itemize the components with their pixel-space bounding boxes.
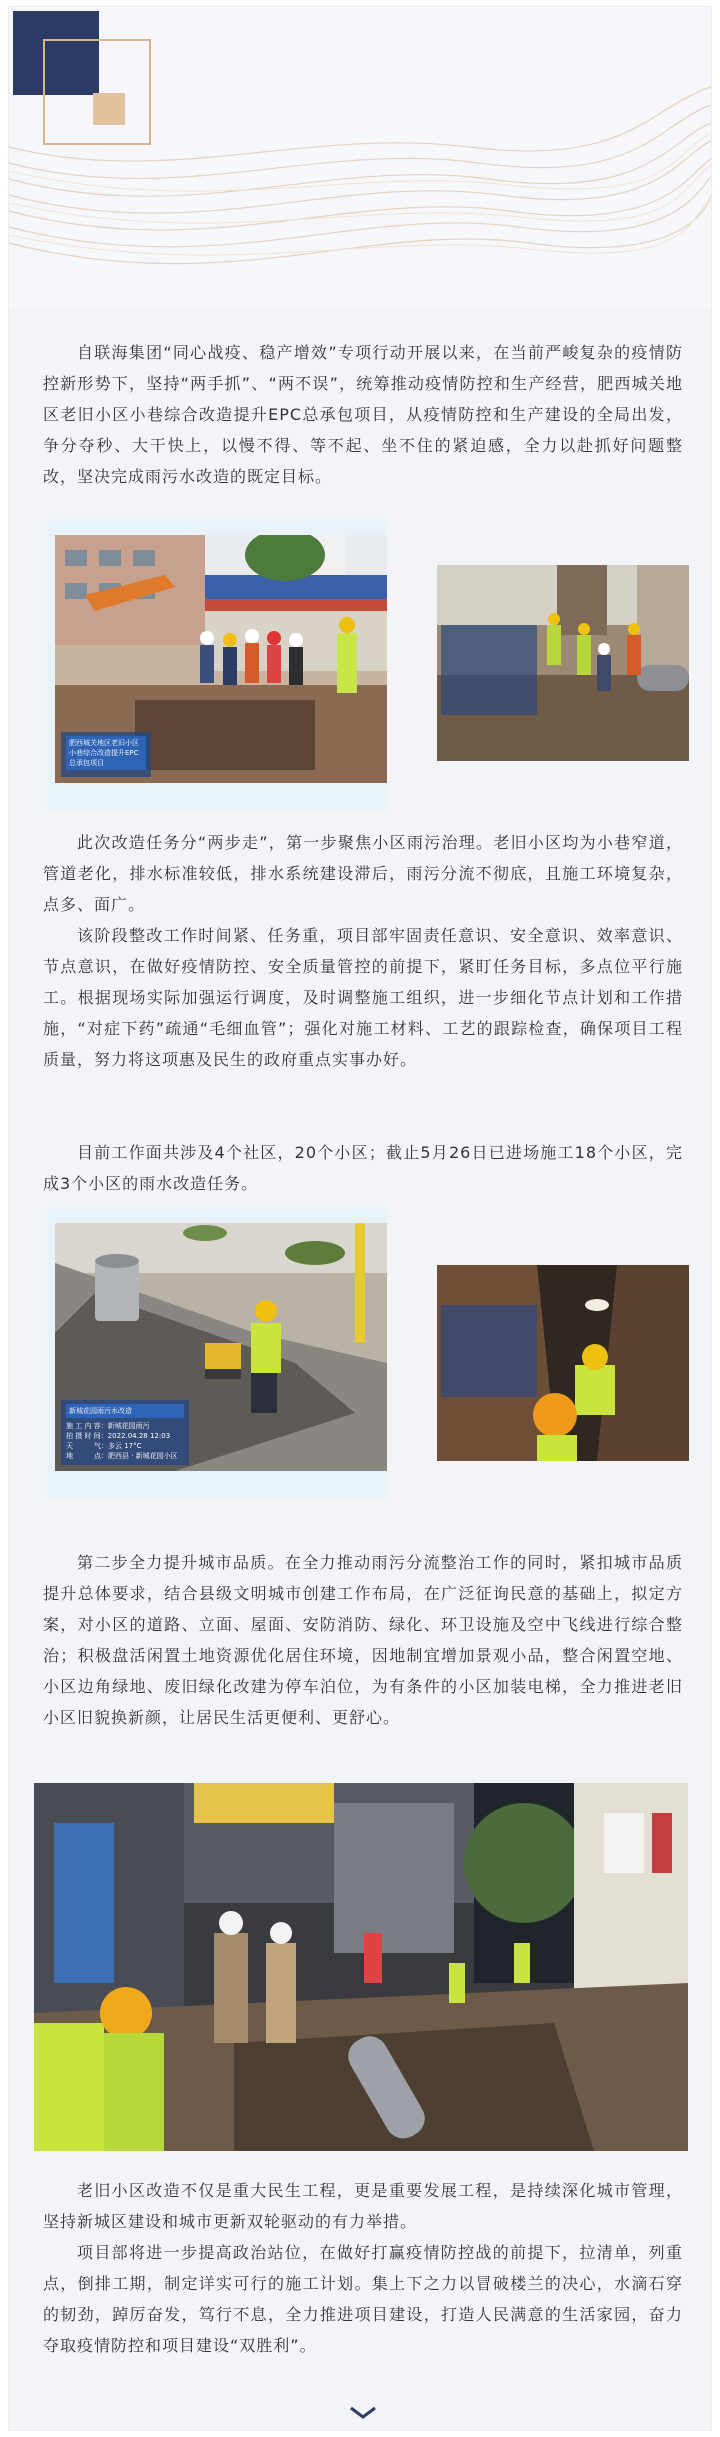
step-two-paragraph: 第二步全力提升城市品质。在全力推动雨污分流整治工作的同时，紧扣城市品质提升总体要求，结合县级文明城市创建工作布局，在广泛征询民意的基础上，拟定方案，对小区的道路、立面、屋面、安防消防、绿化、环卫设施及空中飞线进行综合整治；积极盘活闲置土地资源优化居住环境，因地制宜增加景观小品，整合闲置空地、小区边角绿地、废旧绿化改建为停车泊位，为有条件的小区加装电梯，全力推进老旧小区旧貌换新颜，让居民生活更便利、更舒心。 (43, 1553, 683, 1727)
trench-worker-photo (437, 1265, 689, 1461)
photo-block-2 (47, 1207, 387, 1499)
photo-block-1 (47, 519, 387, 811)
intro-paragraph: 自联海集团“同心战疫、稳产增效”专项行动开展以来，在当前严峻复杂的疫情防控新形势下，坚持“两手抓”、“两不误”，统筹推动疫情防控和生产经营，肥西城关地区老旧小区小巷综合改造提升EPC总承包项目，从疫情防控和生产建设的全局出发，争分夺秒、大干快上，以慢不得、等不起、坐不住的紧迫感，全力以赴抓好问题整改，坚决完成雨污水改造的既定目标。 (43, 343, 683, 486)
decorative-header (9, 7, 711, 307)
significance-paragraph: 老旧小区改造不仅是重大民生工程，更是重要发展工程，是持续深化城市管理，坚持新城区建设和城市更新双轮驱动的有力举措。 (43, 2181, 683, 2231)
workers-trench-photo (437, 565, 689, 761)
night-construction-photo (34, 1783, 688, 2151)
tan-square-decoration (93, 93, 125, 125)
construction-site-inspection-photo (55, 535, 387, 783)
photo-stamp-1-title: 肥西城关地区老旧小区小巷综合改造提升EPC总承包项目 (66, 736, 146, 770)
commitment-paragraph: 项目部将进一步提高政治站位，在做好打赢疫情防控战的前提下，拉清单，列重点，倒排工期，制定详实可行的施工计划。集上下之力以冒破楼兰的决心，水滴石穿的韧劲，踔厉奋发，笃行不息，全力推进项目建设，打造人民满意的生活家园，奋力夺取疫情防控和项目建设“双胜利”。 (43, 2243, 683, 2355)
photo-stamp-2-line-2: 拍 摄 时 间：2022.04.28 12:03 (66, 1432, 171, 1440)
photo-stamp-2 (61, 1400, 189, 1465)
chevron-down-icon (348, 2405, 378, 2421)
photo-stamp-2-line-3: 天 气：多云 17°C (66, 1442, 142, 1450)
photo-stamp-1 (61, 732, 151, 777)
photo-stamp-1b (441, 625, 537, 715)
outline-square-decoration (43, 39, 151, 145)
step-one-paragraph: 此次改造任务分“两步走”，第一步聚焦小区雨污治理。老旧小区均为小巷窄道，管道老化，排水标准较低，排水系统建设滞后，雨污分流不彻底，且施工环境复杂，点多、面广。 (43, 833, 683, 914)
photo-stamp-2-line-1: 施 工 内 容：新城花园雨污 (66, 1422, 150, 1430)
photo-stamp-2-title: 新城花园雨污水改造 (66, 1404, 184, 1418)
rectification-paragraph: 该阶段整改工作时间紧、任务重，项目部牢固责任意识、安全意识、效率意识、节点意识，在做好疫情防控、安全质量管控的前提下，紧盯任务目标，多点位平行施工。根据现场实际加强运行调度，及时调整施工组织，进一步细化节点计划和工作措施，“对症下药”疏通“毛细血管”；强化对施工材料、工艺的跟踪检查，确保项目工程质量，努力将这项惠及民生的政府重点实事办好。 (43, 926, 683, 1069)
photo-stamp-2b (441, 1305, 537, 1397)
photo-stamp-2-line-4: 地 点：肥西县 · 新城花园小区 (66, 1452, 178, 1460)
article-card (8, 6, 712, 2431)
progress-paragraph: 目前工作面共涉及4个社区，20个小区；截止5月26日已进场施工18个小区，完成3个小区的雨水改造任务。 (43, 1143, 683, 1193)
pipe-compaction-photo (55, 1223, 387, 1471)
